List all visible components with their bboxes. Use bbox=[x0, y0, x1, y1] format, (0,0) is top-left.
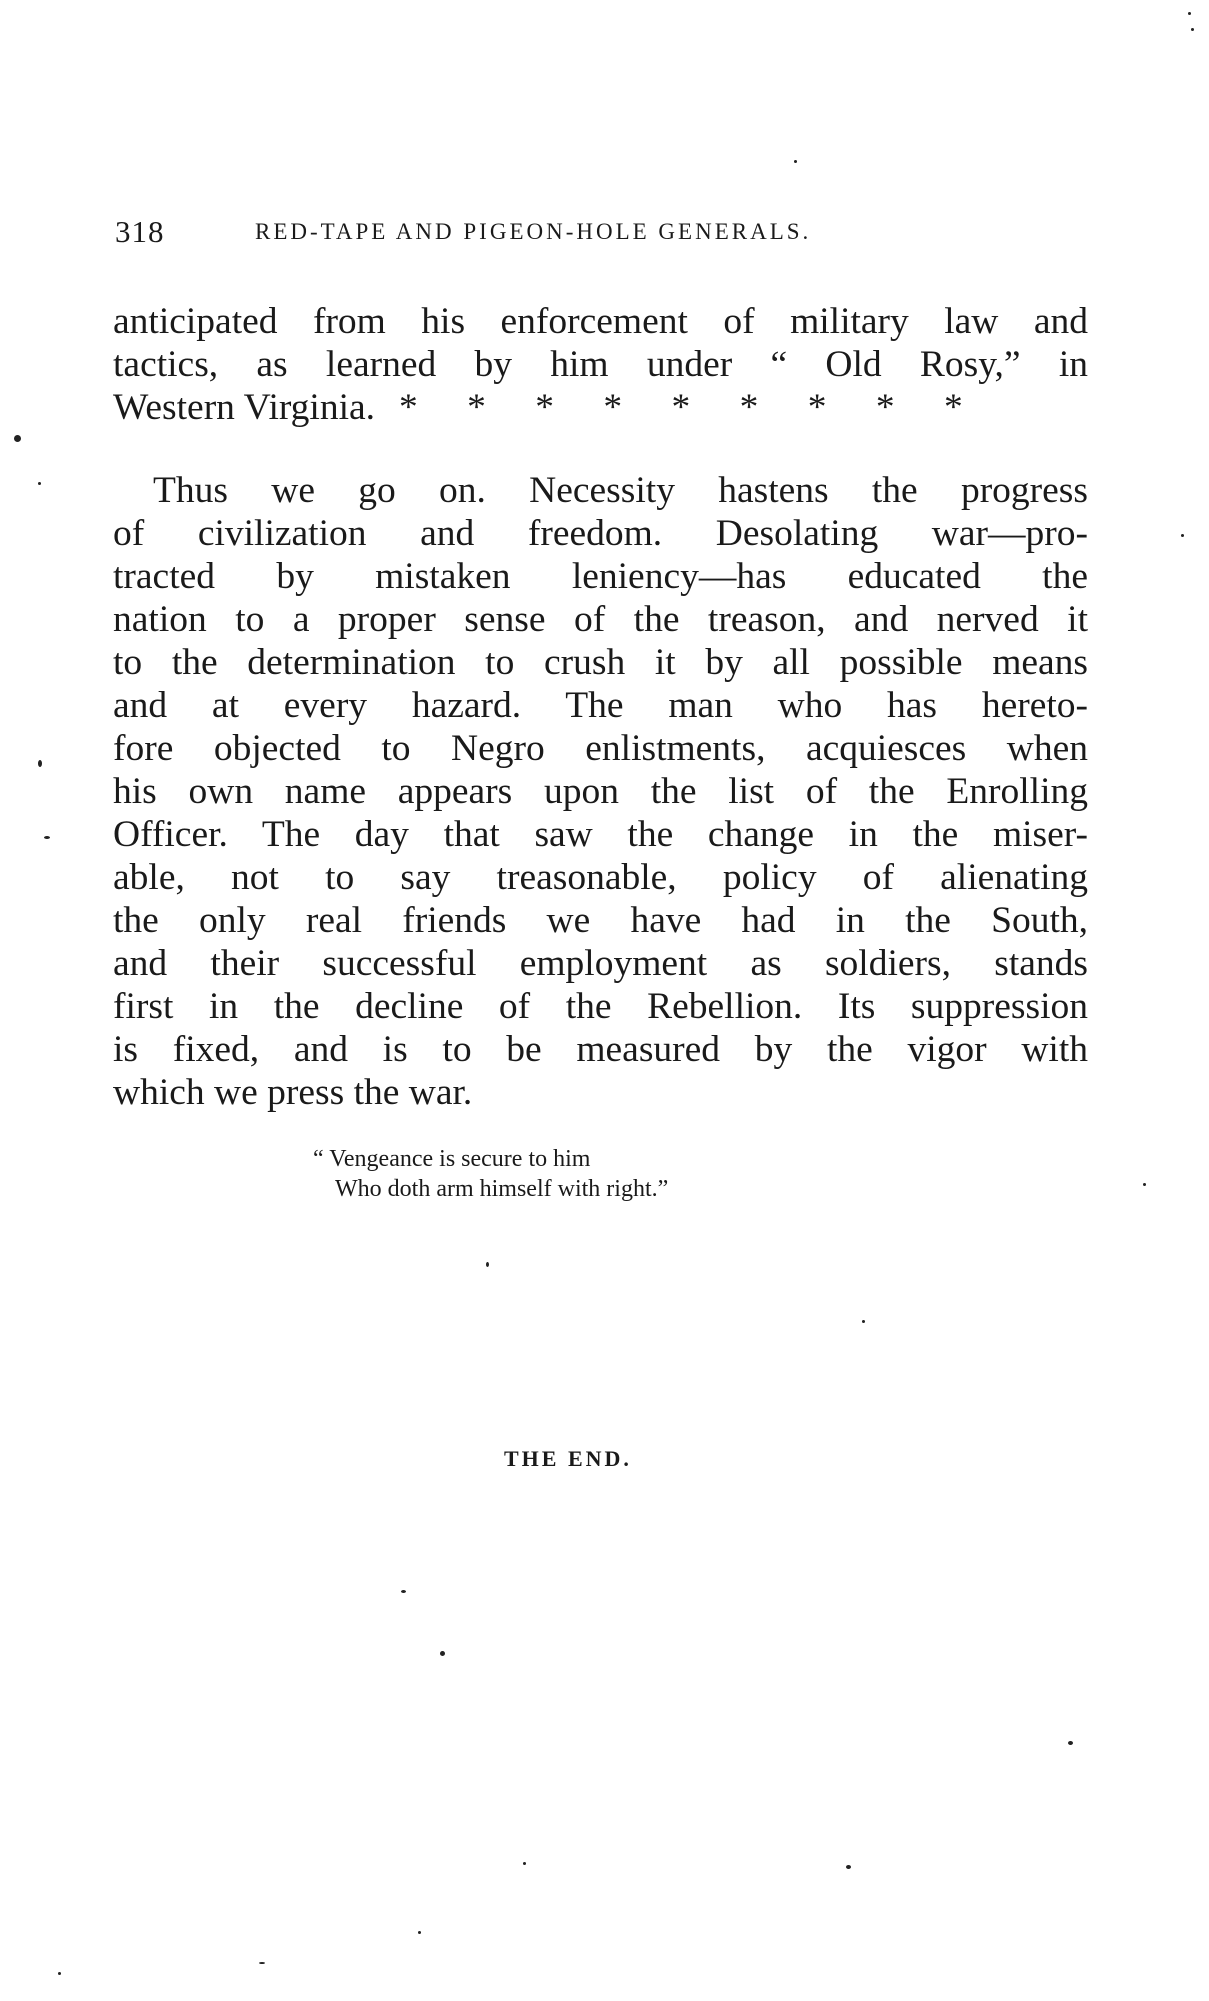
speck bbox=[38, 482, 41, 485]
paragraph-2 bbox=[113, 469, 1088, 1114]
epigraph-line-1: “ Vengeance is secure to him bbox=[313, 1146, 591, 1172]
speck bbox=[259, 1962, 265, 1964]
the-end-heading: THE END. bbox=[504, 1446, 632, 1471]
text-line: of civilization and freedom. Desolating war—pro- bbox=[113, 513, 1088, 554]
text-line: fore objected to Negro enlistments, acquiesces when bbox=[113, 728, 1088, 769]
speck bbox=[1188, 12, 1191, 15]
text-line: is fixed, and is to be measured by the vigor with bbox=[113, 1029, 1088, 1070]
speck bbox=[1191, 28, 1194, 31]
speck bbox=[523, 1862, 526, 1865]
text-line-with-stars bbox=[113, 386, 1088, 429]
text-line: first in the decline of the Rebellion. Its suppression bbox=[113, 986, 1088, 1027]
text-line: the only real friends we have had in the South, bbox=[113, 900, 1088, 941]
speck bbox=[1068, 1741, 1073, 1745]
text-line: Thus we go on. Necessity hastens the progress bbox=[153, 470, 1088, 511]
speck bbox=[1181, 534, 1184, 537]
paragraph-1 bbox=[113, 300, 1088, 429]
running-head bbox=[115, 214, 1090, 254]
speck bbox=[38, 760, 42, 767]
body-text bbox=[113, 300, 1088, 1114]
running-title: RED-TAPE AND PIGEON-HOLE GENERALS. bbox=[255, 219, 812, 244]
text-line: and at every hazard. The man who has hereto- bbox=[113, 685, 1088, 726]
text-line: which we press the war. bbox=[113, 1072, 473, 1113]
asterisk-row: * * * * * * * * * bbox=[399, 387, 983, 428]
epigraph-line-2: Who doth arm himself with right.” bbox=[335, 1176, 669, 1202]
speck bbox=[440, 1651, 445, 1656]
speck bbox=[58, 1972, 61, 1975]
speck bbox=[486, 1262, 489, 1267]
speck bbox=[418, 1931, 421, 1934]
speck bbox=[401, 1590, 406, 1593]
text-line: anticipated from his enforcement of military law and bbox=[113, 301, 1088, 342]
speck bbox=[44, 836, 50, 839]
epigraph bbox=[313, 1144, 668, 1204]
page-number: 318 bbox=[115, 214, 165, 249]
text-line: tactics, as learned by him under “ Old Rosy,” in bbox=[113, 344, 1088, 385]
speck bbox=[794, 160, 797, 163]
text-line-indented bbox=[113, 469, 1088, 512]
text-line: and their successful employment as soldiers, stands bbox=[113, 943, 1088, 984]
text-line: tracted by mistaken leniency—has educated the bbox=[113, 556, 1088, 597]
text-line: nation to a proper sense of the treason, and nerved it bbox=[113, 599, 1088, 640]
text-line: Officer. The day that saw the change in the miser- bbox=[113, 814, 1088, 855]
speck bbox=[14, 435, 21, 442]
speck bbox=[846, 1865, 851, 1869]
text-line: Western Virginia. bbox=[113, 387, 376, 428]
text-line: his own name appears upon the list of the Enrolling bbox=[113, 771, 1088, 812]
speck bbox=[1143, 1183, 1146, 1186]
speck bbox=[862, 1320, 865, 1323]
text-line: to the determination to crush it by all possible means bbox=[113, 642, 1088, 683]
text-line: able, not to say treasonable, policy of alienating bbox=[113, 857, 1088, 898]
